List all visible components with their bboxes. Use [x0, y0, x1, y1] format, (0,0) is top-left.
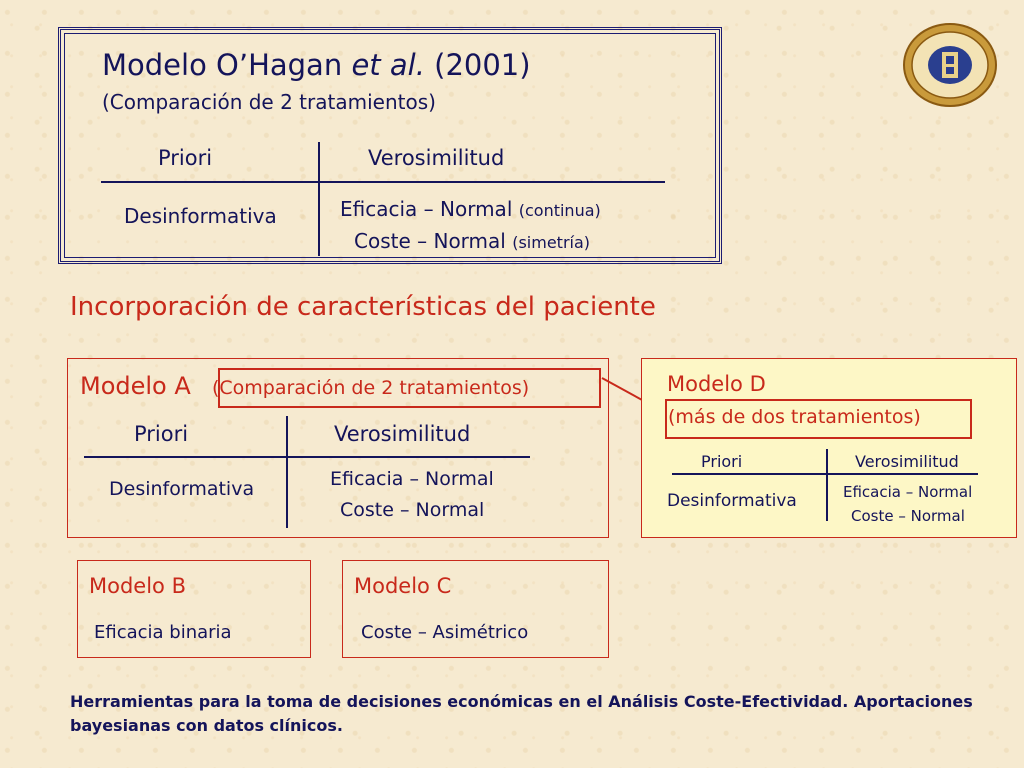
top-col-priori: Priori: [158, 146, 213, 170]
model-c-text: Coste – Asimétrico: [361, 622, 529, 643]
model-d-table-divider: [672, 473, 978, 475]
university-seal-icon: [902, 22, 998, 108]
model-a-column-divider: [286, 416, 288, 528]
model-d-title: Modelo D: [667, 372, 766, 396]
top-priori-value: Desinformativa: [124, 204, 277, 228]
model-a-table-divider: [84, 456, 530, 458]
model-d-col-verosimilitud: Verosimilitud: [855, 452, 959, 471]
model-d-cost: Coste – Normal: [851, 507, 965, 525]
model-d-column-divider: [826, 449, 828, 521]
model-d-efficacy: Eficacia – Normal: [843, 483, 973, 501]
section-heading: Incorporación de características del paciente: [70, 292, 656, 322]
model-a-col-verosimilitud: Verosimilitud: [334, 422, 471, 446]
model-a-priori-value: Desinformativa: [109, 478, 255, 500]
model-a-subtitle: (Comparación de 2 tratamientos): [212, 377, 530, 399]
model-b-title: Modelo B: [89, 574, 186, 598]
model-b-text: Eficacia binaria: [94, 622, 232, 643]
model-d-subtitle: (más de dos tratamientos): [668, 406, 921, 428]
model-d-col-priori: Priori: [701, 452, 743, 471]
model-d-priori-value: Desinformativa: [667, 491, 797, 511]
top-efficacy-line: Eficacia – Normal (continua): [340, 197, 601, 221]
model-a-efficacy: Eficacia – Normal: [330, 468, 494, 490]
model-c-title: Modelo C: [354, 574, 452, 598]
top-table-column-divider: [318, 142, 320, 256]
top-table-divider: [101, 181, 665, 183]
top-model-subtitle: (Comparación de 2 tratamientos): [102, 90, 436, 114]
model-a-cost: Coste – Normal: [340, 499, 485, 521]
footer-text: Herramientas para la toma de decisiones económicas en el Análisis Coste-Efectividad. Aportaciones bayesianas con datos clínicos.: [70, 692, 973, 735]
top-cost-line: Coste – Normal (simetría): [354, 229, 591, 253]
top-col-verosimilitud: Verosimilitud: [368, 146, 505, 170]
top-model-title: Modelo O’Hagan et al. (2001): [102, 48, 531, 82]
model-a-col-priori: Priori: [134, 422, 189, 446]
model-a-title: Modelo A: [80, 372, 191, 400]
